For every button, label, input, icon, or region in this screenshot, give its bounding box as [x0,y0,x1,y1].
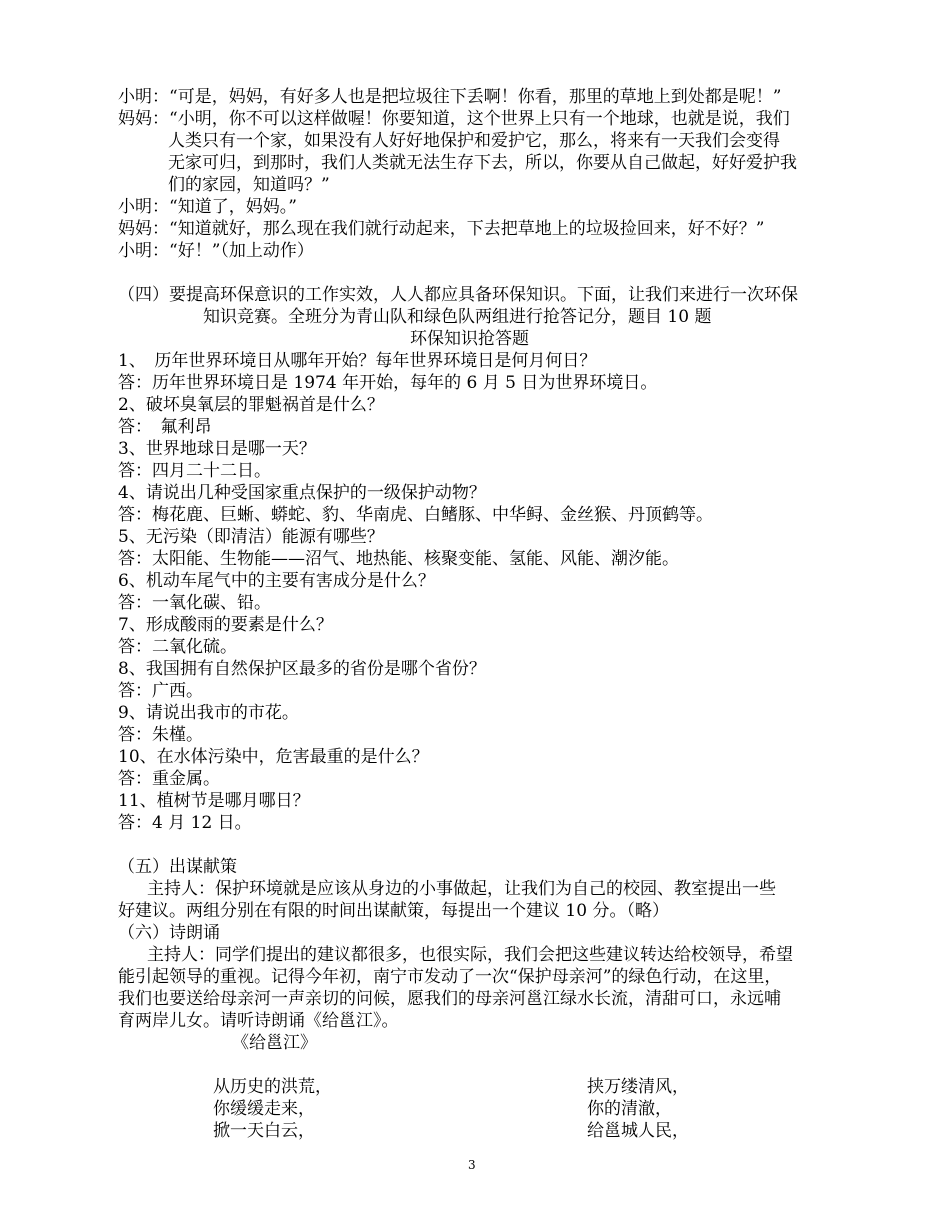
quiz-question: 11、植树节是哪月哪日？ [118,791,310,811]
quiz-question: 10、在水体污染中，危害最重的是什么？ [118,747,429,767]
poem-line: 给邕城人民， [587,1121,689,1141]
section4-intro-cont: 知识竞赛。全班分为青山队和绿色队两组进行抢答记分，题目 10 题 [203,307,712,327]
quiz-question: 6、机动车尾气中的主要有害成分是什么？ [118,571,435,591]
quiz-question: 5、无污染（即清洁）能源有哪些？ [118,527,384,547]
poem-line: 你缓缓走来， [213,1099,315,1119]
section6-paragraph: 能引起领导的重视。记得今年初，南宁市发动了一次“保护母亲河”的绿色行动，在这里， [118,967,782,987]
quiz-question: 7、形成酸雨的要素是什么？ [118,615,333,635]
section5-paragraph: 主持人：保护环境就是应该从身边的小事做起，让我们为自己的校园、教室提出一些 [147,879,776,899]
quiz-question: 9、请说出我市的市花。 [118,703,299,723]
section5-heading: （五）出谋献策 [118,857,237,877]
dialogue-line: 妈妈：“小明，你不可以这样做喔！你要知道，这个世界上只有一个地球，也就是说，我们 [118,109,790,129]
quiz-answer: 答：二氧化硫。 [118,637,237,657]
quiz-question: 1、 历年世界环境日从哪年开始？每年世界环境日是何月何日？ [118,351,597,371]
quiz-question: 3、世界地球日是哪一天？ [118,439,316,459]
dialogue-line: 们的家园，知道吗？” [168,175,330,195]
quiz-answer: 答：广西。 [118,681,203,701]
poem-line: 从历史的洪荒， [213,1077,332,1097]
quiz-answer: 答：四月二十二日。 [118,461,271,481]
poem-title: 《给邕江》 [232,1033,317,1053]
section5-paragraph: 好建议。两组分别在有限的时间出谋献策，每提出一个建议 10 分。（略） [118,901,669,921]
page-number: 3 [468,1158,476,1172]
dialogue-line: 小明：“知道了，妈妈。” [118,197,297,217]
section6-heading: （六）诗朗诵 [118,923,220,943]
quiz-answer: 答：梅花鹿、巨蜥、蟒蛇、豹、华南虎、白鳍豚、中华鲟、金丝猴、丹顶鹤等。 [118,505,713,525]
quiz-question: 2、破坏臭氧层的罪魁祸首是什么？ [118,395,384,415]
quiz-answer: 答：历年世界环境日是 1974 年开始，每年的 6 月 5 日为世界环境日。 [118,373,658,393]
section6-paragraph: 我们也要送给母亲河一声亲切的问候，愿我们的母亲河邕江绿水长流，清甜可口，永远哺 [118,989,781,1009]
dialogue-line: 人类只有一个家，如果没有人好好地保护和爱护它，那么，将来有一天我们会变得 [168,131,780,151]
poem-line: 你的清澈， [587,1099,672,1119]
section6-paragraph: 育两岸儿女。请听诗朗诵《给邕江》。 [118,1011,399,1031]
poem-line: 挟万缕清风， [587,1077,689,1097]
quiz-answer: 答：太阳能、生物能——沼气、地热能、核聚变能、氢能、风能、潮汐能。 [118,549,679,569]
poem-line: 掀一天白云， [213,1121,315,1141]
dialogue-line: 小明：“好！”（加上动作） [118,241,314,261]
quiz-answer: 答：4 月 12 日。 [118,813,252,833]
quiz-answer: 答：朱槿。 [118,725,203,745]
dialogue-line: 妈妈：“知道就好，那么现在我们就行动起来，下去把草地上的垃圾捡回来，好不好？” [118,219,765,239]
quiz-question: 4、请说出几种受国家重点保护的一级保护动物？ [118,483,486,503]
quiz-title: 环保知识抢答题 [410,329,529,349]
quiz-answer: 答： 氟利昂 [118,417,212,437]
dialogue-line: 无家可归，到那时，我们人类就无法生存下去，所以，你要从自己做起，好好爱护我 [168,153,797,173]
quiz-answer: 答：重金属。 [118,769,220,789]
quiz-question: 8、我国拥有自然保护区最多的省份是哪个省份？ [118,659,486,679]
dialogue-line: 小明：“可是，妈妈，有好多人也是把垃圾往下丢啊！你看，那里的草地上到处都是呢！” [118,87,782,107]
quiz-answer: 答：一氧化碳、铅。 [118,593,271,613]
section6-paragraph: 主持人：同学们提出的建议都很多，也很实际，我们会把这些建议转达给校领导，希望 [147,945,793,965]
section4-intro: （四）要提高环保意识的工作实效，人人都应具备环保知识。下面，让我们来进行一次环保 [118,285,798,305]
